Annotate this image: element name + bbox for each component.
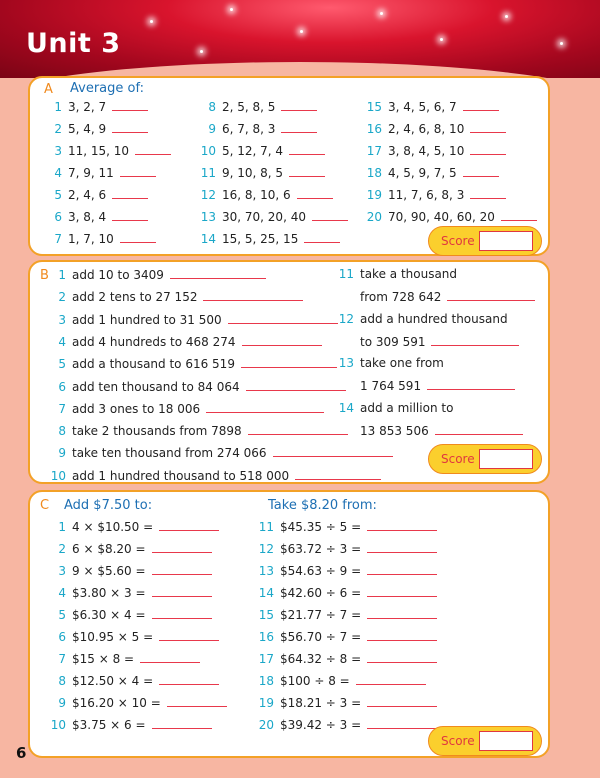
question-item	[44, 208, 148, 224]
question-number: 7	[58, 401, 66, 416]
question-item	[364, 186, 506, 202]
answer-line[interactable]	[356, 672, 426, 685]
question-item	[198, 230, 340, 246]
question-text: 1, 7, 10	[68, 232, 114, 246]
question-text: 16, 8, 10, 6	[222, 188, 291, 202]
answer-line[interactable]	[152, 716, 212, 729]
question-item	[252, 694, 437, 710]
answer-line[interactable]	[427, 377, 515, 390]
question-item	[336, 400, 453, 416]
answer-line[interactable]	[463, 98, 499, 111]
question-item-continued	[336, 377, 515, 393]
question-text: add 1 hundred thousand to 518 000	[72, 468, 290, 483]
answer-line[interactable]	[470, 186, 506, 199]
question-number: 15	[258, 608, 274, 622]
question-number: 14	[338, 400, 354, 415]
question-text: 3, 2, 7	[68, 100, 107, 114]
score-input[interactable]	[479, 449, 533, 469]
question-item	[336, 266, 457, 282]
answer-line[interactable]	[367, 694, 437, 707]
question-number: 11	[258, 520, 274, 534]
question-item-continued	[336, 422, 523, 438]
question-item	[44, 400, 324, 416]
question-text: take a thousand	[360, 267, 458, 281]
answer-line[interactable]	[367, 584, 437, 597]
question-item	[252, 606, 437, 622]
question-item	[44, 650, 200, 666]
answer-line[interactable]	[367, 650, 437, 663]
question-number: 10	[50, 718, 66, 732]
question-item	[252, 562, 437, 578]
answer-line[interactable]	[203, 288, 303, 301]
question-item	[44, 672, 219, 688]
question-number: 8	[58, 424, 66, 439]
question-number: 4	[54, 166, 62, 180]
question-text: 9 × $5.60 =	[72, 564, 146, 578]
answer-line[interactable]	[152, 540, 212, 553]
question-item	[44, 444, 393, 460]
question-text: add a thousand to 616 519	[72, 357, 235, 372]
question-number: 13	[200, 210, 216, 224]
question-text: 3, 8, 4	[68, 210, 107, 224]
question-text: $6.30 × 4 =	[72, 608, 146, 622]
question-text: to 309 591	[360, 334, 426, 349]
question-number: 20	[258, 718, 274, 732]
sparkle	[230, 8, 233, 11]
question-item	[198, 120, 317, 136]
sparkle	[380, 12, 383, 15]
question-text: 7, 9, 11	[68, 166, 114, 180]
question-number: 12	[258, 542, 274, 556]
answer-line[interactable]	[152, 606, 212, 619]
question-text: $16.20 × 10 =	[72, 696, 161, 710]
question-text: $12.50 × 4 =	[72, 674, 154, 688]
question-number: 3	[54, 144, 62, 158]
question-text: add 1 hundred to 31 500	[72, 312, 222, 327]
answer-line[interactable]	[241, 355, 337, 368]
question-text: 1 764 591	[360, 379, 422, 393]
question-number: 4	[58, 334, 66, 349]
question-item	[44, 98, 148, 114]
question-text: $3.80 × 3 =	[72, 586, 146, 600]
score-label: Score	[441, 234, 475, 248]
answer-line[interactable]	[159, 628, 219, 641]
question-number: 6	[58, 630, 66, 644]
question-text: 3, 4, 5, 6, 7	[388, 100, 457, 114]
question-number: 17	[366, 144, 382, 158]
answer-line[interactable]	[501, 208, 537, 221]
question-text: 5, 4, 9	[68, 122, 107, 136]
question-text: add 3 ones to 18 006	[72, 401, 201, 416]
section-letter: C	[40, 498, 50, 513]
question-item	[44, 288, 303, 304]
question-number: 17	[258, 652, 274, 666]
score-label: Score	[441, 734, 475, 748]
question-item	[364, 164, 499, 180]
question-number: 3	[58, 564, 66, 578]
answer-line[interactable]	[367, 606, 437, 619]
question-item	[44, 606, 212, 622]
question-text: $45.35 ÷ 5 =	[280, 520, 362, 534]
question-number: 9	[58, 446, 66, 461]
answer-line[interactable]	[206, 400, 324, 413]
question-number: 4	[58, 586, 66, 600]
question-text: $100 ÷ 8 =	[280, 674, 350, 688]
section-c-panel	[28, 490, 550, 758]
question-number: 7	[58, 652, 66, 666]
question-number: 2	[58, 542, 66, 556]
question-text: 70, 90, 40, 60, 20	[388, 210, 495, 224]
answer-line[interactable]	[152, 584, 212, 597]
sparkle	[200, 50, 203, 53]
question-number: 15	[366, 100, 382, 114]
question-number: 5	[54, 188, 62, 202]
question-number: 14	[200, 232, 216, 246]
question-item	[198, 164, 325, 180]
section-heading-right: Take $8.20 from:	[268, 498, 377, 513]
answer-line[interactable]	[170, 266, 266, 279]
question-item	[44, 422, 348, 438]
question-item	[364, 120, 506, 136]
question-number: 11	[200, 166, 216, 180]
question-text: 30, 70, 20, 40	[222, 210, 306, 224]
question-number: 6	[54, 210, 62, 224]
question-text: add 2 tens to 27 152	[72, 290, 198, 305]
question-text: $3.75 × 6 =	[72, 718, 146, 732]
question-item	[44, 584, 212, 600]
question-number: 2	[58, 290, 66, 305]
question-text: take one from	[360, 356, 444, 370]
question-number: 7	[54, 232, 62, 246]
question-item	[336, 311, 508, 327]
question-item	[252, 672, 426, 688]
question-item	[198, 186, 333, 202]
question-number: 14	[258, 586, 274, 600]
question-text: $18.21 ÷ 3 =	[280, 696, 362, 710]
question-text: $63.72 ÷ 3 =	[280, 542, 362, 556]
question-item	[198, 98, 317, 114]
question-text: $21.77 ÷ 7 =	[280, 608, 362, 622]
question-number: 2	[54, 122, 62, 136]
page-number: 6	[16, 744, 27, 762]
question-item	[252, 628, 437, 644]
answer-line[interactable]	[447, 288, 535, 301]
score-input[interactable]	[479, 231, 533, 251]
question-item	[44, 120, 148, 136]
question-number: 10	[200, 144, 216, 158]
unit-title: Unit 3	[26, 28, 121, 59]
answer-line[interactable]	[297, 186, 333, 199]
question-text: take 2 thousands from 7898	[72, 424, 242, 439]
answer-line[interactable]	[159, 518, 219, 531]
answer-line[interactable]	[159, 672, 219, 685]
answer-line[interactable]	[367, 628, 437, 641]
question-item	[44, 311, 338, 327]
question-number: 3	[58, 312, 66, 327]
question-number: 13	[258, 564, 274, 578]
answer-line[interactable]	[431, 333, 519, 346]
question-text: $42.60 ÷ 6 =	[280, 586, 362, 600]
question-text: add ten thousand to 84 064	[72, 379, 240, 394]
question-item	[364, 208, 537, 224]
question-number: 6	[58, 379, 66, 394]
answer-line[interactable]	[367, 716, 437, 729]
question-item	[44, 694, 227, 710]
question-number: 12	[338, 311, 354, 326]
question-item-continued	[336, 288, 535, 304]
question-text: 11, 7, 6, 8, 3	[388, 188, 465, 202]
answer-line[interactable]	[367, 562, 437, 575]
question-text: 4, 5, 9, 7, 5	[388, 166, 457, 180]
question-item-continued	[336, 333, 519, 349]
question-item	[198, 208, 348, 224]
answer-line[interactable]	[273, 444, 393, 457]
answer-line[interactable]	[304, 230, 340, 243]
question-text: from 728 642	[360, 290, 442, 304]
question-item	[44, 378, 346, 394]
question-text: take ten thousand from 274 066	[72, 446, 267, 461]
question-item	[44, 355, 337, 371]
question-item	[44, 518, 219, 534]
answer-line[interactable]	[289, 164, 325, 177]
question-text: add a million to	[360, 400, 454, 415]
question-number: 16	[366, 122, 382, 136]
sparkle	[150, 20, 153, 23]
section-b-panel	[28, 260, 550, 484]
question-text: $56.70 ÷ 7 =	[280, 630, 362, 644]
question-item	[44, 230, 156, 246]
answer-line[interactable]	[135, 142, 171, 155]
question-number: 18	[366, 166, 382, 180]
question-text: $39.42 ÷ 3 =	[280, 718, 362, 732]
question-text: 5, 12, 7, 4	[222, 144, 284, 158]
question-item	[252, 716, 437, 732]
question-number: 1	[54, 100, 62, 114]
question-number: 12	[200, 188, 216, 202]
question-text: 13 853 506	[360, 423, 429, 438]
question-number: 20	[366, 210, 382, 224]
answer-line[interactable]	[140, 650, 200, 663]
question-text: $64.32 ÷ 8 =	[280, 652, 362, 666]
answer-line[interactable]	[112, 186, 148, 199]
question-number: 19	[258, 696, 274, 710]
answer-line[interactable]	[470, 142, 506, 155]
question-text: $15 × 8 =	[72, 652, 135, 666]
question-number: 5	[58, 357, 66, 372]
question-item	[252, 518, 437, 534]
question-text: 15, 5, 25, 15	[222, 232, 299, 246]
question-item	[252, 650, 437, 666]
question-text: 4 × $10.50 =	[72, 520, 154, 534]
question-text: $10.95 × 5 =	[72, 630, 154, 644]
section-letter: B	[40, 268, 49, 283]
sparkle	[505, 15, 508, 18]
question-text: 9, 10, 8, 5	[222, 166, 284, 180]
answer-line[interactable]	[120, 164, 156, 177]
question-number: 8	[208, 100, 216, 114]
answer-line[interactable]	[112, 98, 148, 111]
question-item	[252, 540, 437, 556]
answer-line[interactable]	[295, 467, 381, 480]
question-text: 6, 7, 8, 3	[222, 122, 276, 136]
question-number: 13	[338, 356, 354, 370]
question-number: 9	[58, 696, 66, 710]
question-text: add a hundred thousand	[360, 311, 508, 326]
question-item	[44, 333, 322, 349]
question-text: add 10 to 3409	[72, 268, 164, 282]
question-item	[44, 467, 381, 483]
score-box	[428, 444, 542, 474]
question-text: 2, 4, 6	[68, 188, 107, 202]
question-item	[364, 142, 506, 158]
answer-line[interactable]	[312, 208, 348, 221]
question-number: 9	[208, 122, 216, 136]
section-a-panel	[28, 76, 550, 256]
question-number: 18	[258, 674, 274, 688]
score-box	[428, 726, 542, 756]
answer-line[interactable]	[470, 120, 506, 133]
question-item	[252, 584, 437, 600]
question-item	[44, 266, 266, 282]
sparkle	[560, 42, 563, 45]
answer-line[interactable]	[281, 120, 317, 133]
answer-line[interactable]	[281, 98, 317, 111]
answer-line[interactable]	[248, 422, 348, 435]
answer-line[interactable]	[463, 164, 499, 177]
sparkle	[440, 38, 443, 41]
question-text: $54.63 ÷ 9 =	[280, 564, 362, 578]
answer-line[interactable]	[242, 333, 322, 346]
question-item	[336, 355, 444, 371]
answer-line[interactable]	[289, 142, 325, 155]
question-item	[44, 540, 212, 556]
question-number: 11	[338, 267, 354, 281]
question-item	[44, 142, 171, 158]
question-text: add 4 hundreds to 468 274	[72, 334, 236, 349]
question-text: 2, 4, 6, 8, 10	[388, 122, 465, 136]
answer-line[interactable]	[112, 120, 148, 133]
question-number: 10	[50, 468, 66, 483]
question-number: 8	[58, 674, 66, 688]
answer-line[interactable]	[367, 540, 437, 553]
question-text: 6 × $8.20 =	[72, 542, 146, 556]
section-letter: A	[44, 82, 53, 97]
question-number: 19	[366, 188, 382, 202]
question-item	[198, 142, 325, 158]
answer-line[interactable]	[112, 208, 148, 221]
score-input[interactable]	[479, 731, 533, 751]
question-item	[44, 628, 219, 644]
answer-line[interactable]	[120, 230, 156, 243]
question-item	[44, 186, 148, 202]
score-box	[428, 226, 542, 256]
answer-line[interactable]	[246, 378, 346, 391]
section-heading: Average of:	[70, 81, 144, 96]
question-item	[44, 164, 156, 180]
answer-line[interactable]	[152, 562, 212, 575]
question-text: 2, 5, 8, 5	[222, 100, 276, 114]
answer-line[interactable]	[435, 422, 523, 435]
question-item	[44, 716, 212, 732]
score-label: Score	[441, 452, 475, 466]
question-number: 1	[58, 268, 66, 282]
section-heading-left: Add $7.50 to:	[64, 498, 153, 513]
question-number: 5	[58, 608, 66, 622]
answer-line[interactable]	[167, 694, 227, 707]
question-item	[364, 98, 499, 114]
question-number: 16	[258, 630, 274, 644]
sparkle	[300, 30, 303, 33]
question-item	[44, 562, 212, 578]
question-text: 11, 15, 10	[68, 144, 130, 158]
question-text: 3, 8, 4, 5, 10	[388, 144, 465, 158]
answer-line[interactable]	[367, 518, 437, 531]
answer-line[interactable]	[228, 311, 338, 324]
question-number: 1	[58, 520, 66, 534]
